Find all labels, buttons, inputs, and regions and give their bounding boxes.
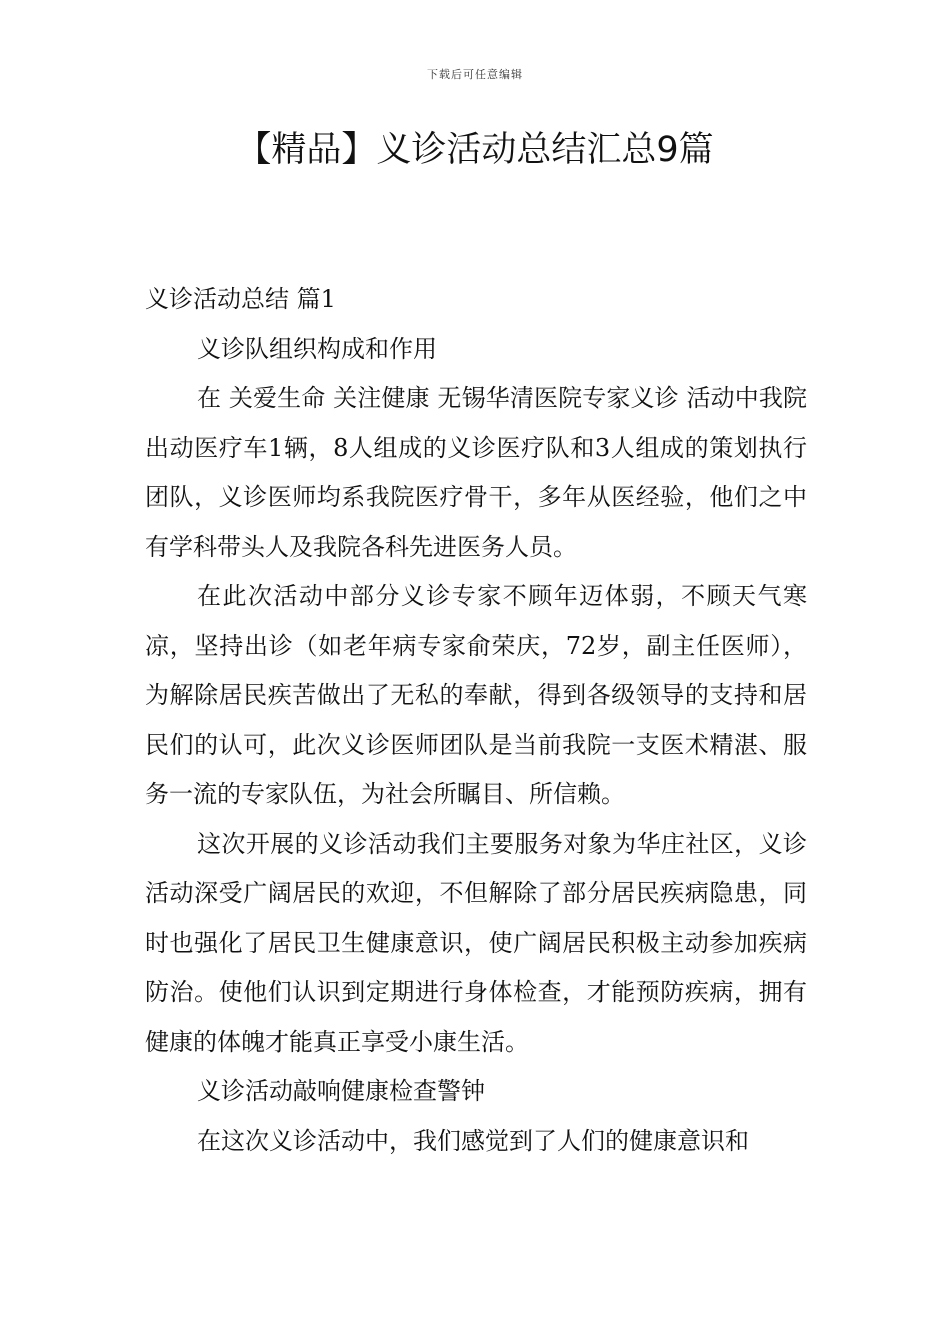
paragraph: 在 关爱生命 关注健康 无锡华清医院专家义诊 活动中我院出动医疗车1辆，8人组成的义诊医疗队和3人组成的策划执行团队，义诊医师均系我院医疗骨干，多年从医经验，他们之中有学科带头人及我院各科先进医务人员。 bbox=[145, 384, 807, 561]
section-title: 义诊活动总结 篇1 bbox=[145, 285, 336, 313]
subheading-team: 义诊队组织构成和作用 bbox=[197, 334, 437, 363]
header-note: 下载后可任意编辑 bbox=[427, 68, 523, 81]
paragraph: 这次开展的义诊活动我们主要服务对象为华庄社区，义诊活动深受广阔居民的欢迎，不但解除了部分居民疾病隐患，同时也强化了居民卫生健康意识，使广阔居民积极主动参加疾病防治。使他们认识到定期进行身体检查，才能预防疾病，拥有健康的体魄才能真正享受小康生活。 bbox=[145, 829, 807, 1056]
paragraph: 在这次义诊活动中，我们感觉到了人们的健康意识和 bbox=[197, 1126, 749, 1155]
subheading-checkup: 义诊活动敲响健康检查警钟 bbox=[197, 1077, 485, 1105]
document-body bbox=[145, 275, 807, 1166]
document-title: 【精品】义诊活动总结汇总9篇 bbox=[236, 130, 714, 170]
paragraph: 在此次活动中部分义诊专家不顾年迈体弱，不顾天气寒凉，坚持出诊（如老年病专家俞荣庆，72岁，副主任医师），为解除居民疾苦做出了无私的奉献，得到各级领导的支持和居民们的认可，此次义诊医师团队是当前我院一支医术精湛、服务一流的专家队伍，为社会所瞩目、所信赖。 bbox=[145, 582, 807, 808]
